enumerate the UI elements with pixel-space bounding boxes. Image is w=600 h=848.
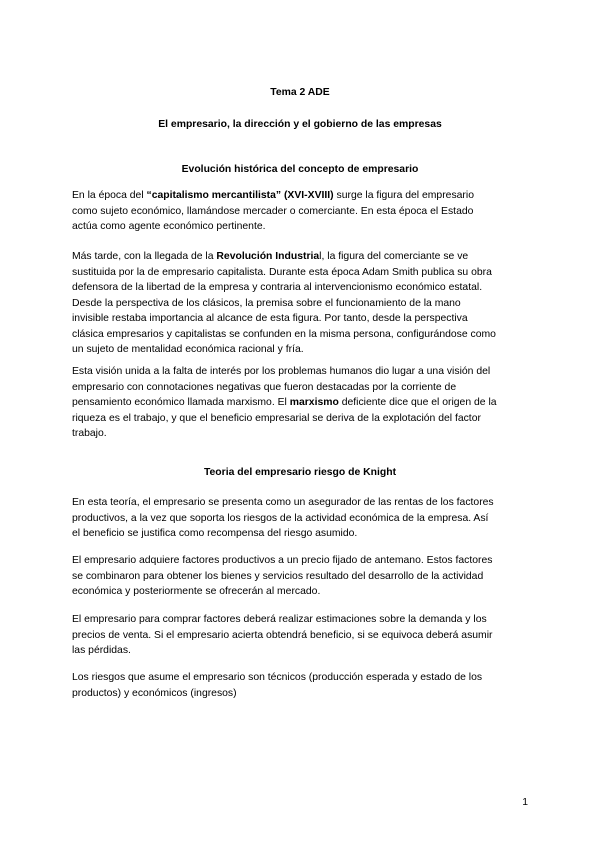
text-line: [72, 380, 532, 396]
text-run: En la época del: [72, 190, 147, 201]
text-line: [72, 670, 532, 686]
text-run: trabajo.: [72, 428, 107, 439]
paragraph: [72, 249, 532, 358]
text-line: [72, 219, 532, 235]
document-subtitle: El empresario, la dirección y el gobierno de las empresas: [158, 119, 442, 130]
text-line: [72, 426, 532, 442]
paragraph: [72, 553, 532, 600]
text-run: se combinaron para obtener los bienes y servicios resultado del desarrollo de la actividad: [72, 570, 484, 582]
text-run: Esta visión unida a la falta de interés por los problemas humanos dio lugar a una visión del: [72, 366, 491, 377]
paragraph: [72, 188, 532, 235]
text-run: como sujeto económico, llamándose mercader o comerciante. En esta época el Estado: [72, 205, 474, 217]
text-line: [72, 311, 532, 327]
text-run: riqueza es el trabajo, y que el beneficio empresarial se deriva de la explotación del factor: [72, 412, 481, 424]
text-run: un sujeto de mentalidad económica racional y fría.: [72, 344, 304, 355]
text-run: Más tarde, con la llegada de la: [72, 251, 217, 262]
text-line: [72, 686, 532, 702]
text-line: [72, 643, 532, 659]
text-line: [72, 584, 532, 600]
paragraph: [72, 670, 532, 701]
text-line: [72, 511, 532, 527]
text-run: invisible restaba importancia al alcance de esta figura. Por tanto, desde la perspectiva: [72, 313, 468, 324]
text-run: productos) y económicos (ingresos): [72, 687, 237, 699]
text-line: [72, 296, 532, 312]
text-run: sustituida por la de empresario capitalista. Durante esta época Adam Smith publica su obra: [72, 266, 492, 278]
text-line: [72, 188, 532, 204]
text-line: [72, 526, 532, 542]
text-line: [72, 249, 532, 265]
paragraph: [72, 364, 532, 442]
text-run: Los riesgos que asume el empresario son técnicos (producción esperada y estado de los: [72, 672, 483, 683]
text-run: deficiente dice que el origen de la: [338, 397, 497, 408]
bold-text: “capitalismo mercantilista” (XVI-XVIII): [146, 190, 334, 201]
section-heading: Teoria del empresario riesgo de Knight: [203, 467, 397, 478]
text-run: empresario con connotaciones negativas que fueron destacadas por la corriente de: [72, 381, 457, 393]
text-run: productivos, a la vez que soporta los riesgos de la actividad económica de la empresa. Así: [72, 512, 489, 524]
document-title: Tema 2 ADE: [270, 87, 330, 98]
text-line: [72, 612, 532, 628]
text-line: [72, 342, 532, 358]
text-line: [72, 204, 532, 220]
paragraph: [72, 495, 532, 542]
paragraph: [72, 612, 532, 659]
text-run: l, la figura del comerciante se ve: [319, 251, 469, 262]
text-line: [72, 395, 532, 411]
text-line: [72, 364, 532, 380]
text-run: El empresario adquiere factores productivos a un precio fijado de antemano. Estos factores: [72, 555, 493, 566]
text-run: pensamiento económico llamada marxismo. El: [72, 397, 290, 408]
text-line: [72, 327, 532, 343]
text-run: las pérdidas.: [72, 645, 131, 656]
text-line: [72, 628, 532, 644]
text-line: [72, 411, 532, 427]
text-run: el beneficio se justifica como recompensa del riesgo asumido.: [72, 528, 358, 539]
text-line: [72, 569, 532, 585]
text-run: El empresario para comprar factores deberá realizar estimaciones sobre la demanda y los: [72, 614, 487, 625]
text-run: económica y posteriormente se ofrecerán al mercado.: [72, 586, 321, 597]
text-line: [72, 553, 532, 569]
text-run: actúa como agente económico pertinente.: [72, 221, 266, 232]
text-run: precios de venta. Si el empresario acierta obtendrá beneficio, si se equivoca deberá asumir: [72, 629, 493, 641]
text-run: clásica empresarios y capitalistas se confunden en la misma persona, configurándose como: [72, 328, 496, 340]
text-run: defensora de la libertad de la empresa y contraria al intervencionismo económico estatal.: [72, 282, 483, 293]
text-run: En esta teoría, el empresario se presenta como un asegurador de las rentas de los factores: [72, 497, 494, 508]
section-heading: Evolución histórica del concepto de empresario: [181, 164, 419, 175]
text-line: [72, 265, 532, 281]
bold-text: marxismo: [289, 397, 339, 408]
text-line: [72, 280, 532, 296]
text-line: [72, 495, 532, 511]
bold-text: Revolución Industria: [216, 251, 320, 262]
text-run: surge la figura del empresario: [333, 190, 474, 201]
page-number: 1: [522, 797, 528, 808]
text-run: Desde la perspectiva de los clásicos, la premisa sobre el funcionamiento de la mano: [72, 297, 461, 309]
